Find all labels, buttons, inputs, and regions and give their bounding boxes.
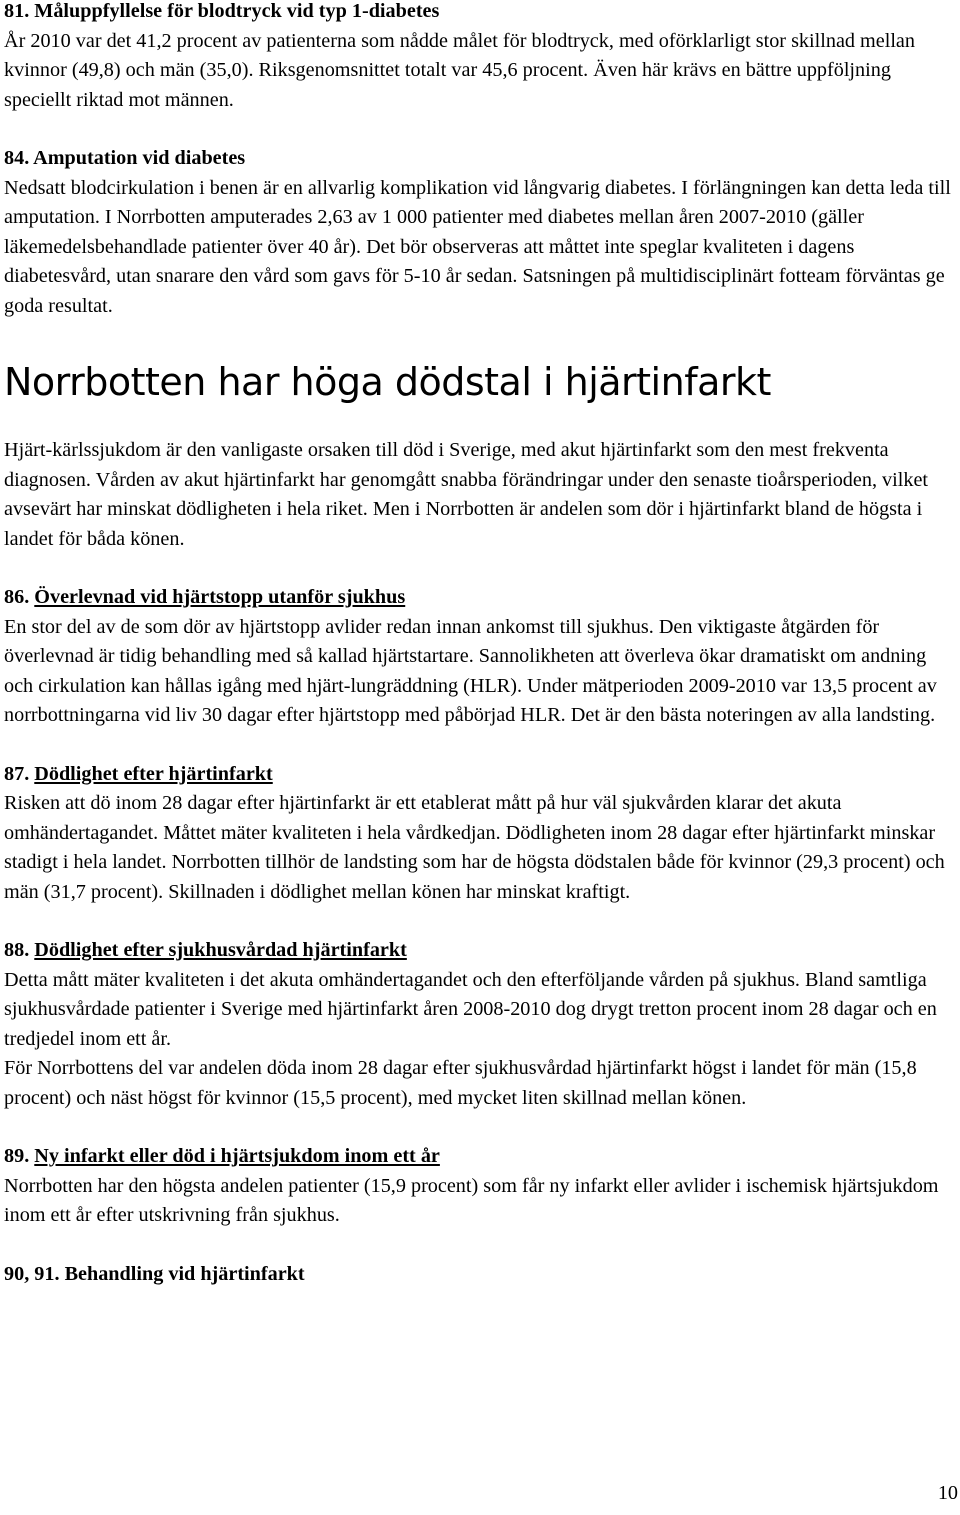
section-body: Nedsatt blodcirkulation i benen är en allvarlig komplikation vid långvarig diabetes. I förlängningen kan detta leda till amputation. I Norrbotten amputerades 2,63 av 1 000 patienter med diabetes mellan åren 2007-2010 (gäller läkemedelsbehandlade patienter över 40 år). Det bör observeras att måttet inte speglar kvaliteten i dagens diabetesvård, utan snarare den vård som gavs för 5-10 år sedan. Satsningen på multidisciplinärt fotteam förväntas ge goda resultat.: [4, 176, 951, 317]
section-heading: 81. Måluppfyllelse för blodtryck vid typ 1-diabetes: [4, 0, 440, 22]
section-body: Detta mått mäter kvaliteten i det akuta omhändertagandet och den efterföljande vården på sjukhus. Bland samtliga sjukhusvårdade patienter i Sverige med hjärtinfarkt åren 2008-2010 dog drygt tretton procent inom 28 dagar och en tredjedel inom ett år.: [4, 968, 937, 1050]
section-body: År 2010 var det 41,2 procent av patienterna som nådde målet för blodtryck, med oförklarligt stor skillnad mellan kvinnor (49,8) och män (35,0). Riksgenomsnittet totalt var 45,6 procent. Även här krävs en bättre uppföljning speciellt riktad mot männen.: [4, 29, 915, 111]
section-84: [4, 144, 956, 321]
heading-number: 87.: [4, 762, 35, 785]
heading-number: 88.: [4, 939, 35, 961]
section-body: En stor del av de som dör av hjärtstopp avlider redan innan ankomst till sjukhus. Den viktigaste åtgärden för överlevnad är tidig behandling med så kallad hjärtstartare. Sannolikheten att överleva ökar dramatiskt om andning och cirkulation kan hållas igång med hjärt-lungräddning (HLR). Under mätperioden 2009-2010 var 13,5 procent av norrbottningarna vid liv 30 dagar efter hjärtstopp med påbörjad HLR. Det är den bästa noteringen av alla landsting.: [4, 615, 937, 726]
section-heading: [4, 1142, 956, 1172]
chapter-heart-attack: [4, 359, 956, 554]
section-heading: 90, 91. Behandling vid hjärtinfarkt: [4, 1262, 305, 1285]
section-86: [4, 583, 956, 731]
chapter-body: Hjärt-kärlssjukdom är den vanligaste orsaken till död i Sverige, med akut hjärtinfarkt som den mest frekventa diagnosen. Vården av akut hjärtinfarkt har genomgått snabba förändringar under den senaste tioårsperioden, vilket avsevärt har minskat dödligheten i hela riket. Men i Norrbotten är andelen som dör i hjärtinfarkt bland de högsta i landet för båda könen.: [4, 439, 929, 550]
heading-text: Överlevnad vid hjärtstopp utanför sjukhus: [34, 586, 406, 608]
heading-text: Ny infarkt eller död i hjärtsjukdom inom ett år: [34, 1145, 440, 1167]
section-88: [4, 936, 956, 1113]
section-body: Norrbotten har den högsta andelen patienter (15,9 procent) som får ny infarkt eller avlider i ischemisk hjärtsjukdom inom ett år efter utskrivning från sjukhus.: [4, 1174, 939, 1226]
heading-number: 86.: [4, 586, 35, 608]
section-body: Risken att dö inom 28 dagar efter hjärtinfarkt är ett etablerat mått på hur väl sjukvården klarar det akuta omhändertagandet. Måttet mäter kvaliteten i hela vårdkedjan. Dödligheten inom 28 dagar efter hjärtinfarkt minskar stadigt i hela landet. Norrbotten tillhör de landsting som har de högsta dödstalen både för kvinnor (29,3 procent) och män (31,7 procent). Skillnaden i dödlighet mellan könen har minskat kraftigt.: [4, 792, 945, 903]
section-heading: [4, 760, 956, 790]
page-number: 10: [937, 1482, 958, 1504]
section-heading: [4, 936, 956, 966]
chapter-heading: Norrbotten har höga dödstal i hjärtinfarkt: [4, 360, 771, 404]
section-87: [4, 760, 956, 908]
section-89: [4, 1142, 956, 1231]
section-body: För Norrbottens del var andelen döda inom 28 dagar efter sjukhusvårdad hjärtinfarkt högst i landet för män (15,8 procent) och näst högst för kvinnor (15,5 procent), med mycket liten skillnad mellan könen.: [4, 1057, 917, 1109]
section-81: [4, 0, 956, 115]
heading-number: 89.: [4, 1145, 35, 1167]
section-heading: [4, 583, 956, 613]
section-heading: 84. Amputation vid diabetes: [4, 147, 246, 169]
heading-text: Dödlighet efter hjärtinfarkt: [34, 762, 273, 785]
section-90-91: [4, 1260, 956, 1290]
heading-text: Dödlighet efter sjukhusvårdad hjärtinfarkt: [34, 939, 407, 961]
